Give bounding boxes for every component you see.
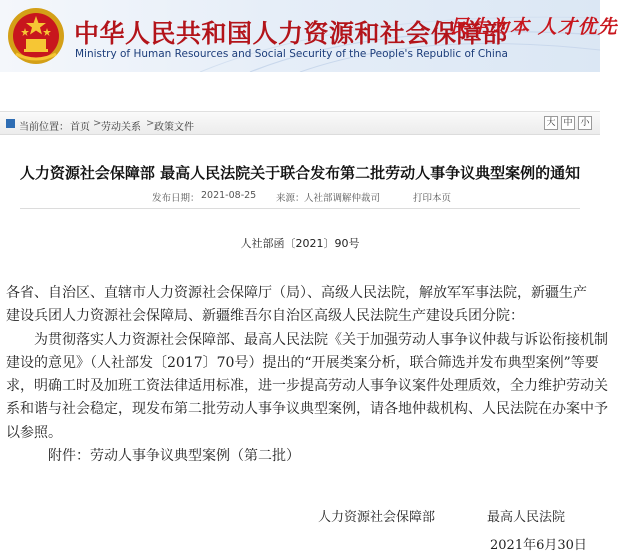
site-title-english: Ministry of Human Resources and Social Security of the People's Republic of China — [75, 48, 508, 60]
body-line: 为贯彻落实人力资源社会保障部、最高人民法院《关于加强劳动人事争议仲裁与诉讼衔接机制 — [34, 331, 608, 348]
nav-spacer — [0, 72, 600, 110]
publish-label: 发布日期： — [152, 193, 200, 204]
national-emblem-icon[interactable] — [6, 6, 66, 66]
body-line: 以参照。 — [6, 424, 62, 441]
body-line: 建设兵团人力资源社会保障局、新疆维吾尔自治区高级人民法院生产建设兵团分院： — [6, 308, 524, 325]
breadcrumb-policy-docs[interactable]: 政策文件 — [154, 122, 194, 133]
header-banner — [0, 0, 618, 72]
body-line: 各省、自治区、直辖市人力资源社会保障厅（局）、高级人民法院，解放军军事法院，新疆生产 — [6, 285, 587, 301]
breadcrumb — [0, 111, 600, 135]
issue-date: 2021年6月30日 — [490, 538, 587, 553]
font-medium-button[interactable]: 中 — [561, 116, 575, 130]
body-line: 求，明确工时及加班工资法律适用标准，进一步提高劳动人事争议案件处理质效，全力维护劳动关 — [6, 378, 608, 395]
article-body — [6, 282, 608, 468]
breadcrumb-home[interactable]: 首页 — [70, 122, 90, 133]
article-meta — [0, 190, 600, 204]
font-size-controls — [544, 116, 592, 130]
signatory-mohrss: 人力资源社会保障部 — [318, 510, 436, 525]
publish-date: 2021-08-25 — [201, 190, 257, 201]
breadcrumb-label: 当前位置： — [19, 122, 69, 133]
signatory-supreme-court: 最高人民法院 — [487, 510, 566, 525]
source-label: 来源： — [276, 193, 305, 204]
body-line: 系和谐与社会稳定，现发布第二批劳动人事争议典型案例，请各地仲裁机构、人民法院在办案中予 — [6, 401, 608, 418]
source-value: 人社部调解仲裁司 — [304, 193, 381, 204]
font-small-button[interactable]: 小 — [578, 116, 592, 130]
breadcrumb-labor-relations[interactable]: 劳动关系 — [101, 122, 141, 133]
article-title: 人力资源社会保障部 最高人民法院关于联合发布第二批劳动人事争议典型案例的通知 — [19, 164, 581, 182]
attachment-line: 附件：劳动人事争议典型案例（第二批） — [48, 448, 300, 465]
slogan: 民生为本 人才优先 — [450, 16, 618, 38]
font-large-button[interactable]: 大 — [544, 116, 558, 130]
breadcrumb-separator: > — [93, 118, 102, 129]
breadcrumb-separator: > — [146, 118, 155, 129]
document-number: 人社部函〔2021〕90号 — [240, 237, 360, 250]
location-icon — [6, 119, 15, 128]
site-title[interactable]: 中华人民共和国人力资源和社会保障部 — [74, 19, 508, 48]
body-line: 建设的意见》（人社部发〔2017〕70号）提出的“开展类案分析，联合筛选并发布典型案例”等要 — [6, 354, 599, 371]
print-link[interactable]: 打印本页 — [413, 193, 452, 204]
meta-divider — [20, 208, 580, 209]
